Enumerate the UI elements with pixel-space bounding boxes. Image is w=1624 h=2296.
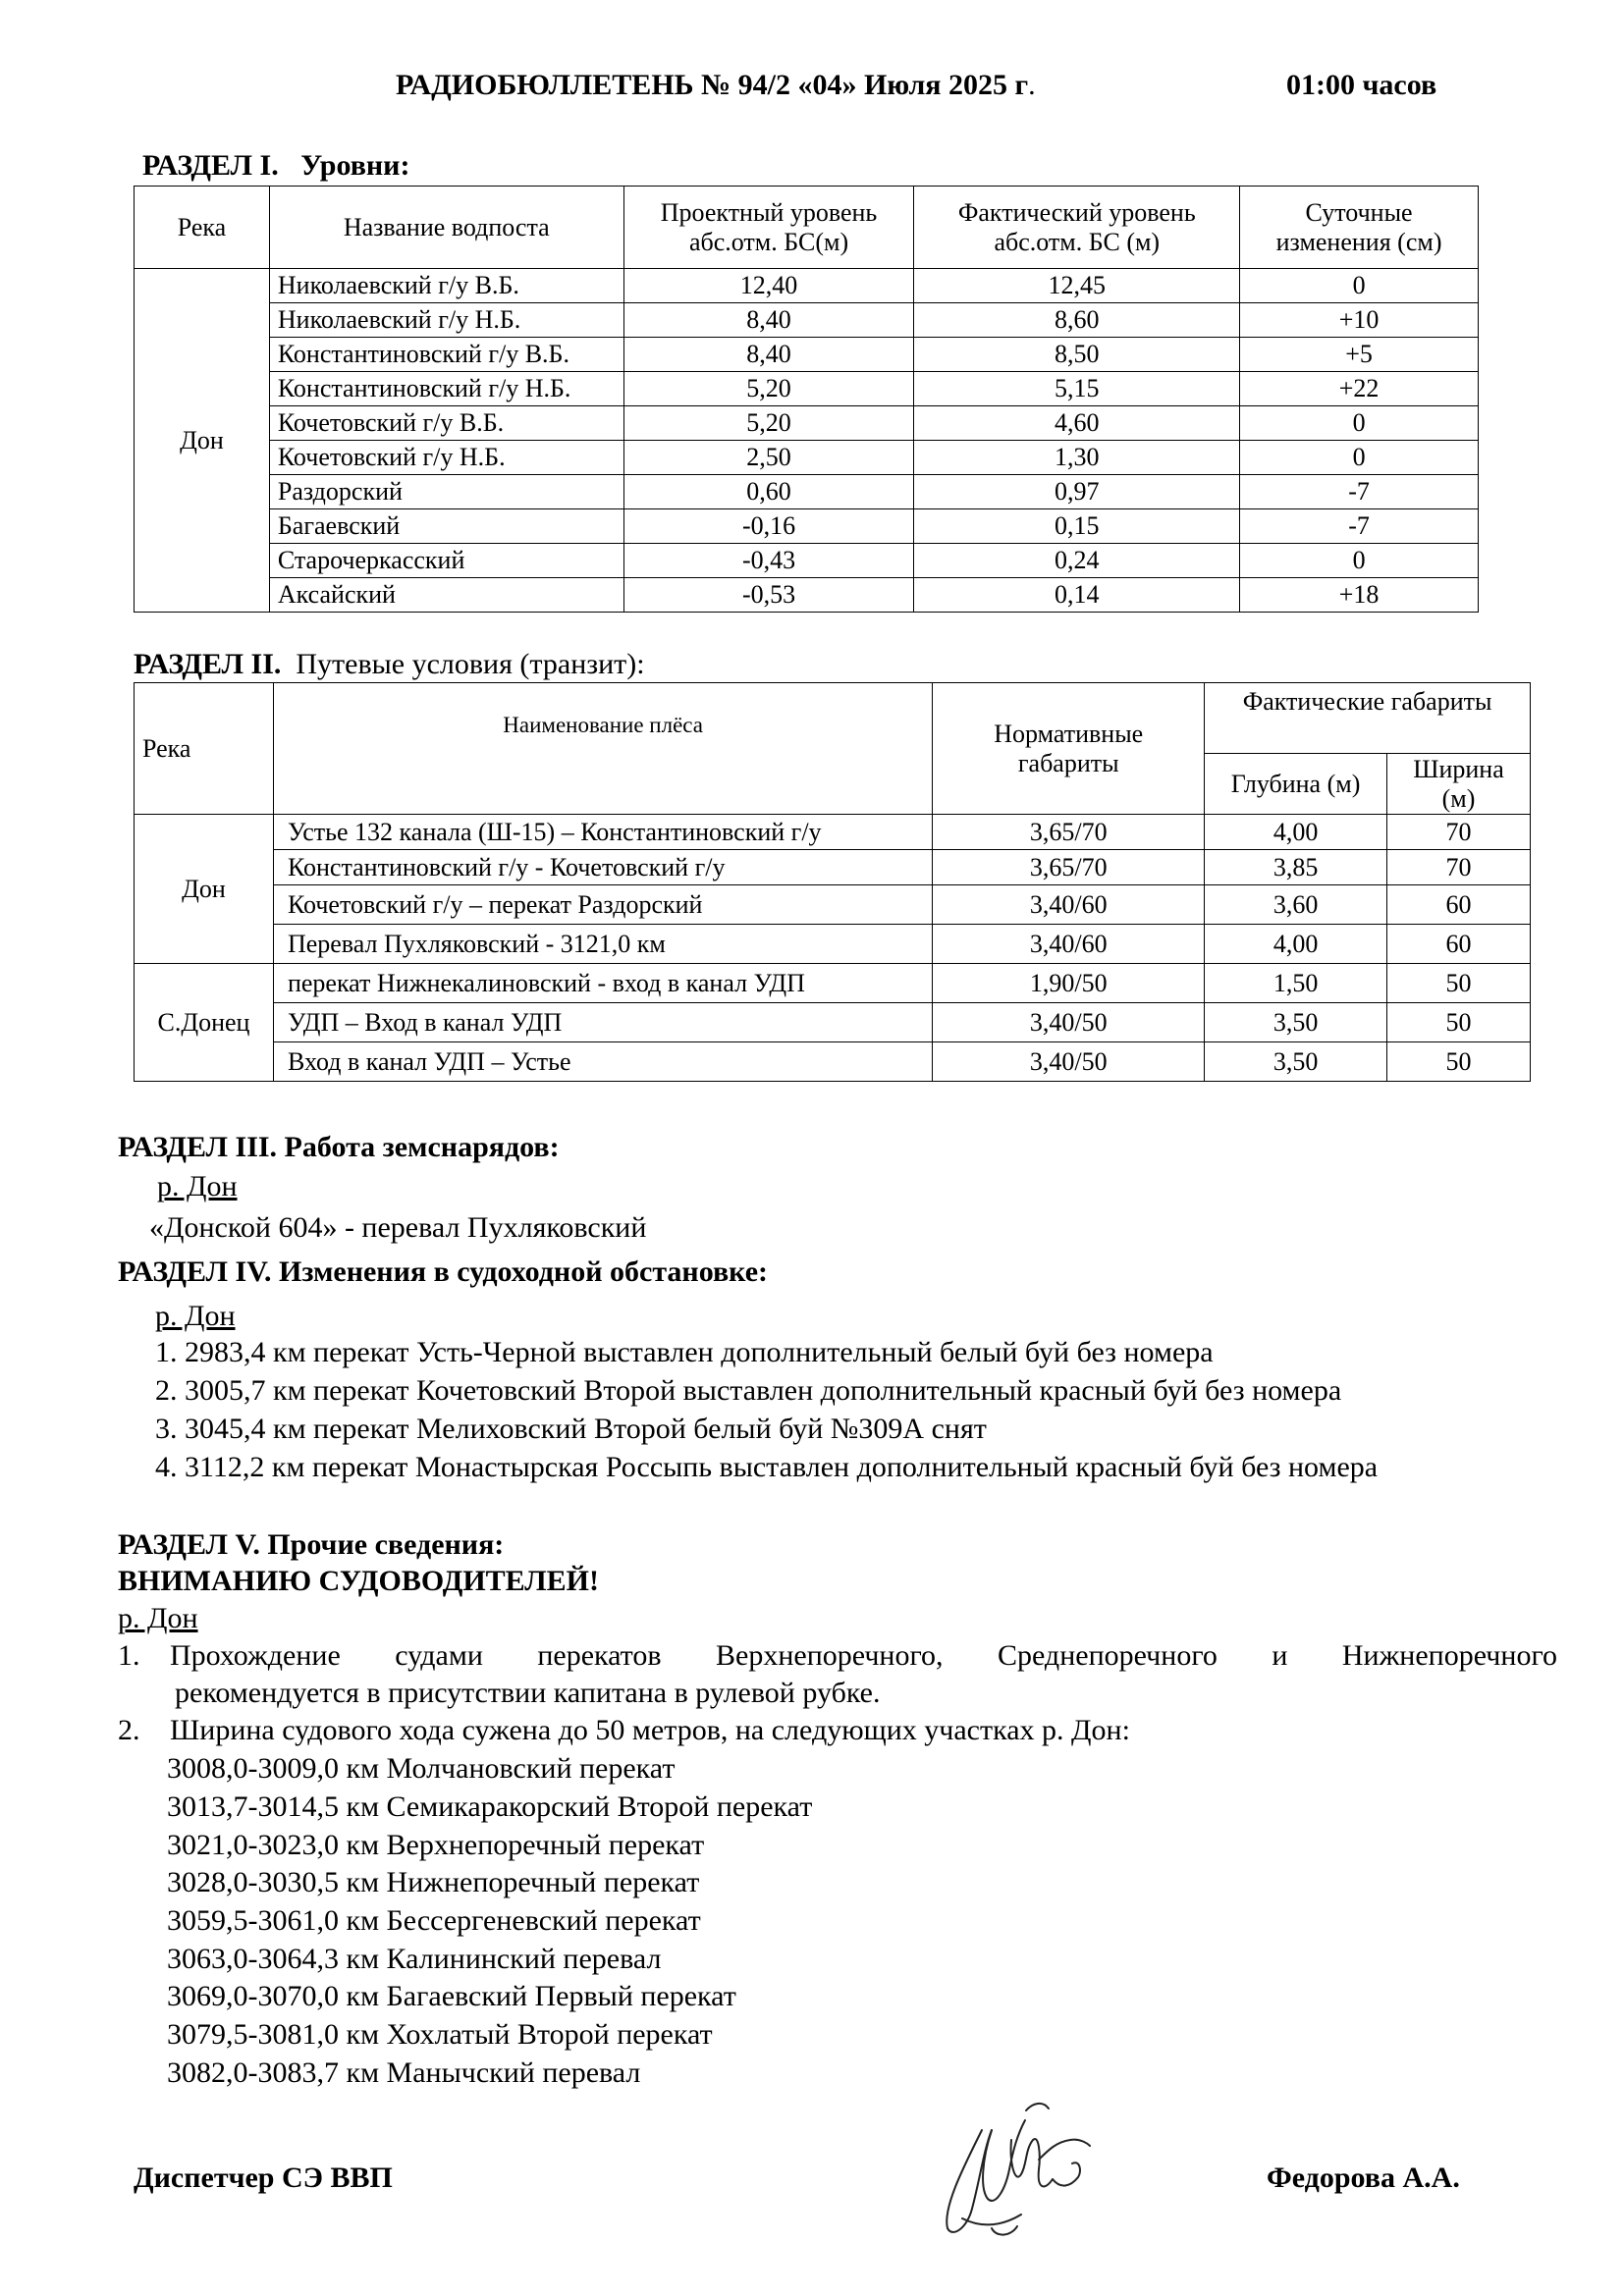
conditions-width-value: 50 [1387,1003,1531,1042]
stretch-line: 3021,0-3023,0 км Верхнепоречный перекат [167,1829,705,1861]
conditions-norm-value: 3,40/60 [933,925,1205,964]
section5-item1-word: судами [395,1639,483,1672]
levels-river-cell: Дон [135,269,270,613]
conditions-width-value: 60 [1387,885,1531,925]
levels-table [134,186,1479,613]
conditions-depth-value: 4,00 [1205,815,1387,850]
levels-actual-value: 0,24 [914,544,1240,578]
levels-design-value: -0,53 [623,578,914,613]
section4-item: 3. 3045,4 км перекат Мелиховский Второй белый буй №309А снят [155,1413,987,1445]
levels-change-value: +5 [1240,338,1479,372]
section4-river: р. Дон [155,1300,236,1332]
levels-design-value: -0,16 [623,509,914,544]
section5-river: р. Дон [118,1602,198,1634]
levels-post-name: Кочетовский г/у Н.Б. [269,441,623,475]
conditions-norm-value: 3,40/50 [933,1003,1205,1042]
conditions-table-row [135,850,1531,885]
section4-item: 2. 3005,7 км перекат Кочетовский Второй выставлен дополнительный красный буй без номера [155,1374,1342,1407]
bulletin-title [396,69,1036,102]
levels-table-row [135,338,1479,372]
levels-actual-value: 0,15 [914,509,1240,544]
conditions-width-value: 70 [1387,815,1531,850]
stretch-line: 3079,5-3081,0 км Хохлатый Второй перекат [167,2018,713,2051]
levels-table-row [135,509,1479,544]
section5-item1-word: и [1272,1639,1288,1672]
stretch-line: 3008,0-3009,0 км Молчановский перекат [167,1752,676,1785]
conditions-width-value: 60 [1387,925,1531,964]
conditions-col-river: Река [135,683,274,815]
section5-item2-text: Ширина судового хода сужена до 50 метров, на следующих участках р. Дон: [170,1714,1130,1746]
levels-change-value: -7 [1240,509,1479,544]
section5-title: РАЗДЕЛ V. Прочие сведения: [118,1528,505,1561]
conditions-table-row [135,885,1531,925]
levels-col-post: Название водпоста [269,187,623,269]
conditions-norm-value: 3,65/70 [933,850,1205,885]
stretch-line: 3069,0-3070,0 км Багаевский Первый перекат [167,1980,736,2012]
levels-change-value: +22 [1240,372,1479,406]
levels-actual-value: 0,14 [914,578,1240,613]
section3-dredger: «Донской 604» - перевал Пухляковский [149,1211,647,1244]
levels-col-change: Суточные изменения (см) [1240,187,1479,269]
levels-post-name: Николаевский г/у В.Б. [269,269,623,303]
conditions-depth-value: 4,00 [1205,925,1387,964]
levels-table-row [135,269,1479,303]
conditions-depth-value: 3,60 [1205,885,1387,925]
conditions-table [134,682,1531,1082]
levels-col-actual: Фактический уровень абс.отм. БС (м) [914,187,1240,269]
levels-design-value: 2,50 [623,441,914,475]
conditions-width-value: 70 [1387,850,1531,885]
conditions-header-row1 [135,683,1531,754]
section3-river: р. Дон [157,1170,238,1202]
section1-title: Уровни: [300,149,410,182]
levels-change-value: 0 [1240,544,1479,578]
levels-actual-value: 8,60 [914,303,1240,338]
levels-table-row [135,475,1479,509]
conditions-depth-value: 1,50 [1205,964,1387,1003]
stretch-line: 3063,0-3064,3 км Калининский перевал [167,1943,662,1975]
conditions-table-row [135,925,1531,964]
levels-post-name: Багаевский [269,509,623,544]
levels-post-name: Константиновский г/у Н.Б. [269,372,623,406]
conditions-width-value: 50 [1387,1042,1531,1082]
conditions-col-name: Наименование плёса [273,683,932,815]
levels-table-row [135,544,1479,578]
section5-item1-word: перекатов [537,1639,662,1672]
conditions-river-cell: Дон [135,815,274,964]
stretch-line: 3028,0-3030,5 км Нижнепоречный перекат [167,1866,700,1898]
section2-title: Путевые условия (транзит): [296,648,645,680]
conditions-table-row [135,1042,1531,1082]
levels-actual-value: 5,15 [914,372,1240,406]
stretch-line: 3013,7-3014,5 км Семикаракорский Второй перекат [167,1790,813,1823]
conditions-norm-value: 3,40/60 [933,885,1205,925]
bulletin-time: 01:00 часов [1286,69,1437,101]
conditions-river-cell: С.Донец [135,964,274,1082]
section5-attention: ВНИМАНИЮ СУДОВОДИТЕЛЕЙ! [118,1565,599,1597]
levels-change-value: +18 [1240,578,1479,613]
levels-design-value: 5,20 [623,372,914,406]
section4-item: 4. 3112,2 км перекат Монастырская Россыпь выставлен дополнительный красный буй без номера [155,1451,1379,1483]
levels-change-value: 0 [1240,441,1479,475]
conditions-stretch-name: перекат Нижнекалиновский - вход в канал УДП [273,964,932,1003]
section2-label: РАЗДЕЛ II. [134,648,282,680]
conditions-stretch-name: Вход в канал УДП – Устье [273,1042,932,1082]
conditions-col-depth: Глубина (м) [1205,754,1387,815]
levels-actual-value: 12,45 [914,269,1240,303]
levels-table-row [135,441,1479,475]
bulletin-title-main: РАДИОБЮЛЛЕТЕНЬ № 94/2 «04» Июля 2025 г [396,69,1029,101]
levels-table-row [135,578,1479,613]
levels-design-value: 8,40 [623,338,914,372]
section1-label: РАЗДЕЛ I. [142,149,279,182]
stretch-line: 3082,0-3083,7 км Манычский перевал [167,2056,641,2089]
section4-item: 1. 2983,4 км перекат Усть-Черной выставлен дополнительный белый буй без номера [155,1336,1214,1368]
conditions-norm-value: 3,65/70 [933,815,1205,850]
section5-item1-word: Среднепоречного [998,1639,1218,1672]
dispatcher-name: Федорова А.А. [1267,2162,1460,2194]
levels-post-name: Аксайский [269,578,623,613]
conditions-col-width: Ширина (м) [1387,754,1531,815]
conditions-stretch-name: Перевал Пухляковский - 3121,0 км [273,925,932,964]
section1-heading [142,149,409,183]
levels-change-value: 0 [1240,406,1479,441]
section5-item1-word: Прохождение [170,1639,341,1672]
section3-title: РАЗДЕЛ III. Работа земснарядов: [118,1131,560,1163]
section5-item1-word: Верхнепоречного, [716,1639,944,1672]
levels-post-name: Раздорский [269,475,623,509]
levels-change-value: 0 [1240,269,1479,303]
conditions-table-row [135,1003,1531,1042]
levels-actual-value: 1,30 [914,441,1240,475]
levels-table-row [135,303,1479,338]
section5-item1-line [170,1637,1557,1675]
section2-heading [134,648,645,681]
levels-design-value: 5,20 [623,406,914,441]
section5-item2-num: 2. [118,1714,140,1746]
conditions-width-value: 50 [1387,964,1531,1003]
section5-item1-word: Нижнепоречного [1341,1639,1557,1672]
dispatcher-role: Диспетчер СЭ ВВП [134,2162,393,2194]
levels-table-row [135,406,1479,441]
section5-item1-cont: рекомендуется в присутствии капитана в рулевой рубке. [175,1677,881,1709]
levels-col-river: Река [135,187,270,269]
levels-post-name: Старочеркасский [269,544,623,578]
conditions-norm-value: 1,90/50 [933,964,1205,1003]
levels-col-design: Проектный уровень абс.отм. БС(м) [623,187,914,269]
section4-title: РАЗДЕЛ IV. Изменения в судоходной обстановке: [118,1255,769,1288]
conditions-stretch-name: Кочетовский г/у – перекат Раздорский [273,885,932,925]
conditions-depth-value: 3,85 [1205,850,1387,885]
levels-design-value: 8,40 [623,303,914,338]
levels-design-value: 0,60 [623,475,914,509]
section5-item1-num: 1. [118,1639,140,1672]
levels-change-value: -7 [1240,475,1479,509]
levels-post-name: Николаевский г/у Н.Б. [269,303,623,338]
levels-table-row [135,372,1479,406]
conditions-stretch-name: Устье 132 канала (Ш-15) – Константиновский г/у [273,815,932,850]
levels-actual-value: 0,97 [914,475,1240,509]
conditions-table-row [135,964,1531,1003]
levels-design-value: -0,43 [623,544,914,578]
bulletin-title-dot: . [1028,69,1036,101]
levels-actual-value: 4,60 [914,406,1240,441]
conditions-depth-value: 3,50 [1205,1042,1387,1082]
stretch-line: 3059,5-3061,0 км Бессергеневский перекат [167,1904,701,1937]
signature-image [923,2081,1119,2248]
levels-design-value: 12,40 [623,269,914,303]
conditions-depth-value: 3,50 [1205,1003,1387,1042]
conditions-col-norm: Нормативные габариты [933,683,1205,815]
conditions-norm-value: 3,40/50 [933,1042,1205,1082]
levels-post-name: Константиновский г/у В.Б. [269,338,623,372]
conditions-stretch-name: УДП – Вход в канал УДП [273,1003,932,1042]
levels-table-header [135,187,1479,269]
conditions-table-row [135,815,1531,850]
levels-change-value: +10 [1240,303,1479,338]
conditions-col-fact: Фактические габариты [1205,683,1531,754]
levels-actual-value: 8,50 [914,338,1240,372]
levels-post-name: Кочетовский г/у В.Б. [269,406,623,441]
conditions-stretch-name: Константиновский г/у - Кочетовский г/у [273,850,932,885]
